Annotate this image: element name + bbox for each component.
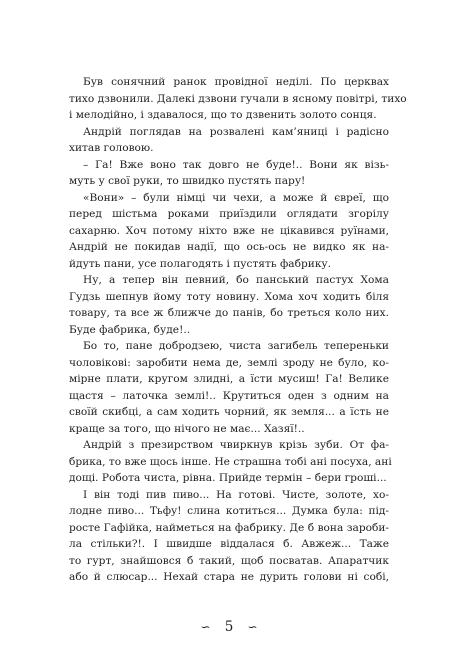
text-line: товару, та все ж ближче до панів, бо треться коло них. (69, 307, 389, 319)
text-line: Буде фабрика, буде!.. (69, 323, 191, 336)
text-line: своїй скибці, а сам ходить чорний, як земля... а їсть не (69, 406, 389, 418)
text-line: або й слюсар... Нехай стара не дурить голови ні собі, (69, 571, 389, 583)
text-line: Гудзь шепнув йому тоту новину. Хома хоч ходить біля (69, 290, 389, 303)
text-line: краще за того, що нічого не має... Хазяї!.. (69, 422, 305, 435)
text-line: Андрій не покидав надії, що ось-ось не видко як на- (69, 241, 389, 253)
page-number: 5 (224, 619, 234, 635)
text-line: Бо то, пане добродзею, чиста загибель тепереньки (83, 340, 389, 352)
text-line: перед шістьма роками приїздили оглядати згорілу (69, 208, 389, 220)
text-line: чоловіковi: заробити нема де, землі зроду не було, ко- (69, 356, 389, 369)
text-line: Андрій поглядав на розвалені кам’яниці і радісно (83, 125, 389, 138)
text-line: і мелодійно, і здавалося, що то дзвенить золото сонця. (69, 109, 377, 121)
text-line: «Вони» – були німці чи чехи, а може й євреї, що (83, 191, 389, 204)
text-line: Був сонячний ранок провідної неділі. По церквах (83, 76, 389, 88)
text-line: росте Гафійка, найметься на фабрику. Де б вона зароби- (69, 521, 389, 534)
text-line: сахарню. Хоч потому ніхто вже не цікавився руїнами, (69, 224, 389, 237)
ornament-left-icon: ∽ (200, 620, 211, 634)
text-line: – Га! Вже воно так довго не буде!.. Вони як візь- (83, 158, 389, 171)
text-line: тихо дзвонили. Далекі дзвони гучали в ясному повітрі, тихо (69, 92, 407, 105)
text-line: дощі. Робота чиста, рівна. Прийде термін – бери гроші... (69, 472, 387, 484)
text-line: Ну, а тепер він певний, бо панський пастух Хома (83, 274, 389, 286)
text-line: Андрій з презирством чвиркнув крізь зуби. От фа- (83, 439, 389, 451)
body-text (69, 74, 407, 586)
text-line: ла стільки?!. І швидше віддалася б. Авжеж... Таже (69, 538, 389, 550)
text-line: лодне пиво... Тьфу! слина котиться... Думка була: під- (69, 505, 389, 517)
text-line: то гурт, знайшовся б такий, щоб посватав. Апаратчик (69, 554, 389, 567)
text-line: щастя – латочка землі!.. Крутиться оден з одним на (69, 389, 389, 402)
text-line: йдуть пани, усе полагодять і пустять фабрику. (69, 257, 332, 270)
text-line: мірне плати, кругом злидні, а їсти мусиш! Га! Велике (69, 373, 389, 385)
text-line: брика, то вже щось інше. Не страшна тобі ані посуха, ані (69, 455, 392, 468)
text-line: муть у свої руки, то швидко пустять пару! (69, 175, 306, 187)
page-footer (0, 619, 458, 635)
ornament-right-icon: ∽ (247, 620, 258, 634)
text-line: І він тоді пив пиво... На готові. Чисте, золоте, хо- (83, 488, 389, 501)
text-line: хитав головою. (69, 142, 154, 154)
